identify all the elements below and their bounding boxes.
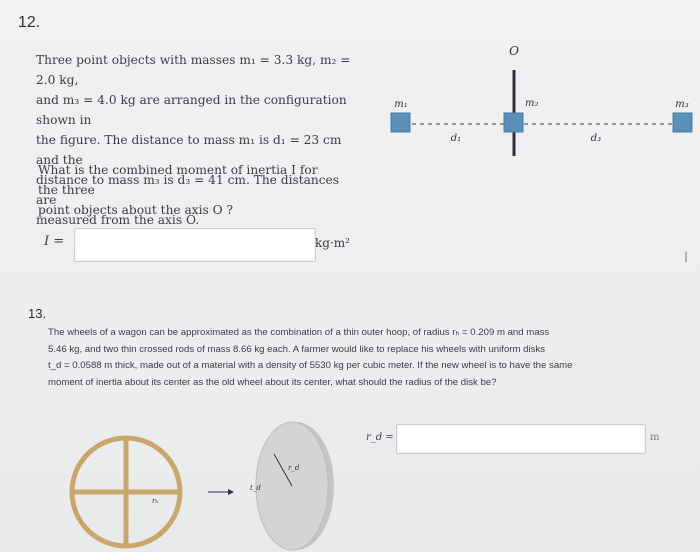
q13-thickness-label: t_d: [250, 484, 261, 492]
q13-line-1: The wheels of a wagon can be approximated as the combination of a thin outer hoop, of radius rₕ = 0.209 m and mass: [48, 327, 550, 338]
q13-answer-label: r_d =: [366, 432, 394, 443]
q13-arrow: [208, 489, 234, 495]
q13-line-3: t_d = 0.0588 m thick, made out of a material with a density of 5530 kg per cubic meter. If the new wheel is to have the same: [48, 360, 573, 371]
q12-m1-label: m₁: [394, 99, 408, 110]
text-cursor-icon: I: [684, 250, 689, 266]
q13-uniform-disk: [250, 422, 334, 550]
q12-d3-label: d₃: [590, 133, 602, 144]
q12-prompt-line-1: What is the combined moment of inertia I for the three: [38, 163, 318, 197]
q12-axis-label: O: [509, 44, 519, 58]
q12-prompt-line-2: point objects about the axis O ?: [38, 203, 234, 217]
q13-unit: m: [650, 432, 660, 443]
question-number-13: 13.: [28, 306, 47, 321]
q12-d1-label: d₁: [450, 133, 462, 144]
q13-line-4: moment of inertia about its center as the old wheel about its center, what should the radius of the disk be?: [48, 376, 497, 388]
q12-m3-label: m₃: [675, 99, 689, 110]
q12-line-3: the figure. The distance to mass m₁ is d₁ = 23 cm and the: [36, 133, 342, 167]
q12-line-1: Three point objects with masses m₁ = 3.3 kg, m₂ = 2.0 kg,: [36, 53, 351, 87]
q12-answer-label: I =: [44, 234, 65, 249]
question-number-12: 12.: [18, 14, 41, 31]
q13-line-2: 5.46 kg, and two thin crossed rods of mass 8.66 kg each. A farmer would like to replace his wheels with uniform disks: [48, 343, 545, 355]
q13-hoop-radius-label: rₕ: [152, 497, 159, 505]
q13-disk-radius-label: r_d: [288, 464, 300, 472]
q12-line-2: and m₃ = 4.0 kg are arranged in the configuration shown in: [36, 93, 347, 127]
q12-line-4: distance to mass m₃ is d₃ = 41 cm. The distances are: [36, 173, 340, 207]
q12-line-5: measured from the axis O.: [36, 213, 200, 227]
q13-old-wheel: [72, 438, 180, 546]
q12-m2-label: m₂: [525, 98, 539, 109]
q12-unit: kg·m²: [315, 236, 350, 250]
